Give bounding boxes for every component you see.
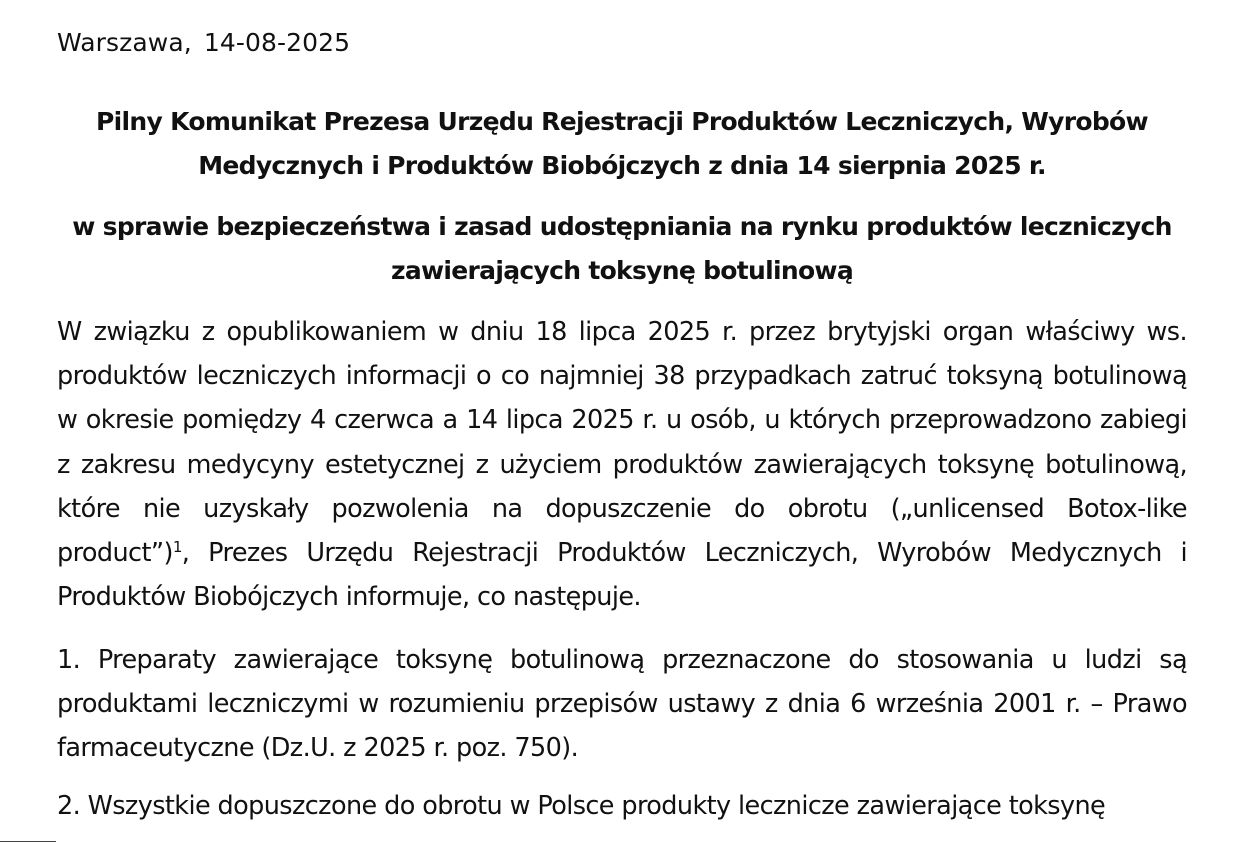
- title-line-2: Medycznych i Produktów Biobójczych z dnia 14 sierpnia 2025 r.: [198, 151, 1046, 180]
- intro-text: W związku z opublikowaniem w dniu 18 lipca 2025 r. przez brytyjski organ właściwy ws. produktów leczniczych informacji o co najmniej 38 przypadkach zatruć toksyną botulinową w okresie pomiędzy 4 czerwca a 14 lipca 2025 r. u osób, u których przeprowadzono zabiegi z zakresu medycyny estetycznej z użyciem produktów zawierających toksynę botulinową, które nie uzyskały pozwolenia na dopuszczenie do obrotu („unlicensed Botox-like product”): [57, 317, 1187, 569]
- subject-line-2: zawierających toksynę botulinową: [391, 256, 853, 285]
- subject-line-1: w sprawie bezpieczeństwa i zasad udostępniania na rynku produktów leczniczych: [72, 212, 1172, 241]
- footnote-reference[interactable]: 1: [172, 538, 182, 557]
- place-date: Warszawa, 14-08-2025: [57, 28, 351, 57]
- title-line-1: Pilny Komunikat Prezesa Urzędu Rejestracji Produktów Leczniczych, Wyrobów: [96, 107, 1148, 136]
- numbered-item-2: 2. Wszystkie dopuszczone do obrotu w Polsce produkty lecznicze zawierające toksynę: [57, 791, 1106, 821]
- numbered-item-1: 1. Preparaty zawierające toksynę botulinową przeznaczone do stosowania u ludzi są produktami leczniczymi w rozumieniu przepisów ustawy z dnia 6 września 2001 r. – Prawo farmaceutyczne (Dz.U. z 2025 r. poz. 750).: [57, 645, 1187, 764]
- intro-text-continued: , Prezes Urzędu Rejestracji Produktów Leczniczych, Wyrobów Medycznych i Produktów Biobójczych informuje, co następuje.: [57, 538, 1187, 613]
- announcement-subject: [57, 205, 1187, 293]
- intro-paragraph: [57, 310, 1187, 619]
- announcement-title: [57, 100, 1187, 188]
